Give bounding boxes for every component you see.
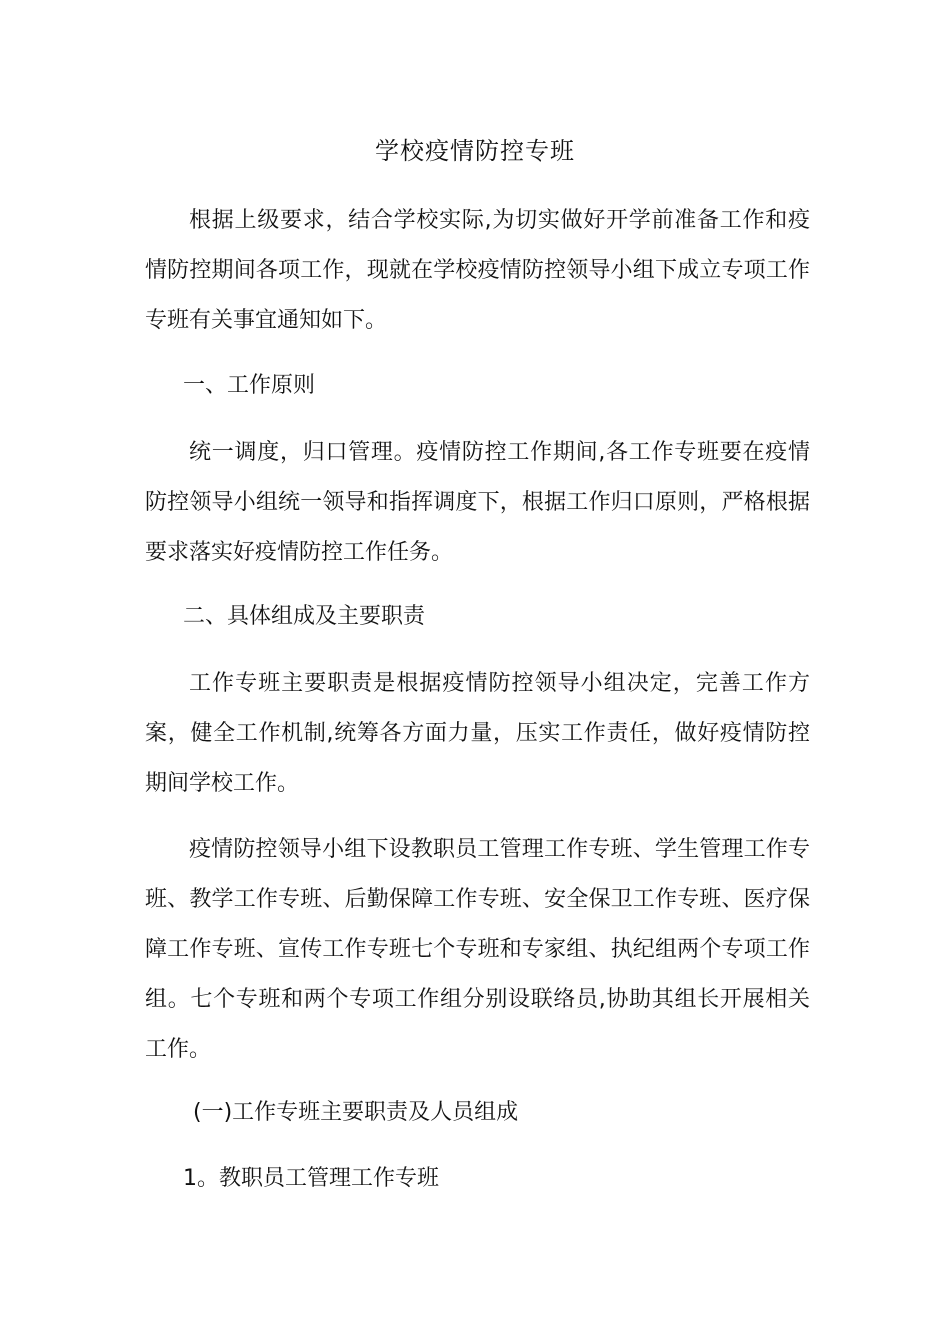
section-heading-composition: 二、具体组成及主要职责 (183, 604, 426, 629)
document-title: 学校疫情防控专班 (375, 137, 575, 165)
duties-paragraph: 工作专班主要职责是根据疫情防控领导小组决定，完善工作方案，健全工作机制,统筹各方面力量，压实工作责任，做好疫情防控期间学校工作。 (145, 671, 810, 796)
structure-paragraph: 疫情防控领导小组下设教职员工管理工作专班、学生管理工作专班、教学工作专班、后勤保障工作专班、安全保卫工作专班、医疗保障工作专班、宣传工作专班七个专班和专家组、执纪组两个专项工作组。七个专班和两个专项工作组分别设联络员,协助其组长开展相关工作。 (145, 837, 810, 1062)
intro-paragraph: 根据上级要求，结合学校实际,为切实做好开学前准备工作和疫情防控期间各项工作，现就在学校疫情防控领导小组下成立专项工作专班有关事宜通知如下。 (145, 208, 810, 333)
principles-paragraph: 统一调度，归口管理。疫情防控工作期间,各工作专班要在疫情防控领导小组统一领导和指挥调度下，根据工作归口原则，严格根据要求落实好疫情防控工作任务。 (145, 440, 810, 565)
item-heading-staff-team: 1。教职员工管理工作专班 (183, 1166, 439, 1191)
subsection-heading-duties: (一)工作专班主要职责及人员组成 (193, 1100, 519, 1125)
section-heading-principles: 一、工作原则 (183, 373, 316, 398)
